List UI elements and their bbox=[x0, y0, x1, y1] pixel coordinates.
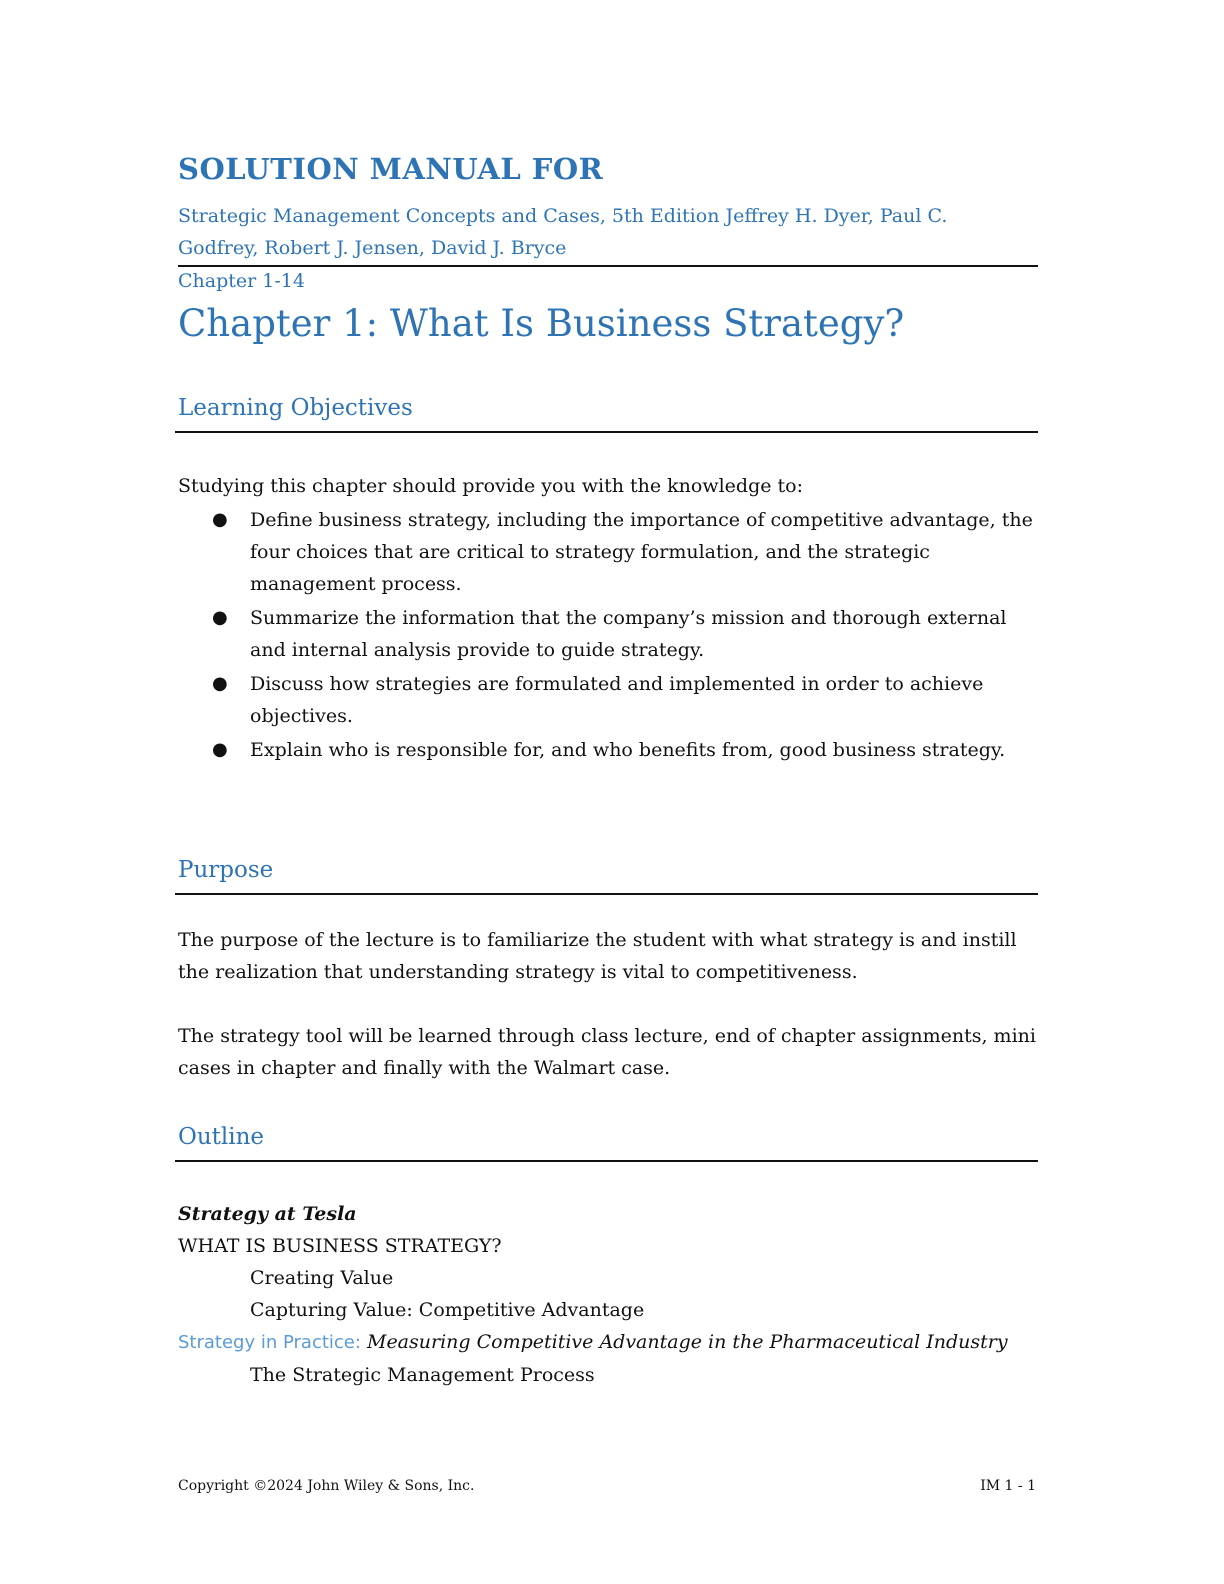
outline-heading: Outline bbox=[178, 1124, 265, 1150]
bullet-icon: ● bbox=[212, 607, 228, 628]
objective-text: Discuss how strategies are formulated and implemented in order to achieve objectives. bbox=[250, 673, 984, 727]
outline-list bbox=[178, 1198, 1038, 1391]
strategy-in-practice-line bbox=[178, 1326, 1038, 1359]
opening-case-title: Strategy at Tesla bbox=[178, 1203, 357, 1225]
bullet-icon: ● bbox=[212, 739, 228, 760]
learning-objectives-divider bbox=[175, 431, 1038, 433]
list-item bbox=[178, 504, 1038, 600]
purpose-heading: Purpose bbox=[178, 857, 274, 883]
outline-subsection: Capturing Value: Competitive Advantage bbox=[250, 1299, 645, 1321]
strategy-in-practice-title: Measuring Competitive Advantage in the Pharmaceutical Industry bbox=[366, 1331, 1008, 1353]
document-title: SOLUTION MANUAL FOR bbox=[178, 152, 604, 186]
objective-text: Summarize the information that the company’s mission and thorough external and internal analysis provide to guide strategy. bbox=[250, 607, 1007, 661]
copyright-notice: Copyright ©2024 John Wiley & Sons, Inc. bbox=[178, 1478, 475, 1494]
page-number: IM 1 - 1 bbox=[980, 1478, 1036, 1494]
learning-objectives-list bbox=[178, 504, 1038, 768]
list-item bbox=[178, 602, 1038, 666]
header-divider bbox=[178, 265, 1038, 267]
list-item bbox=[178, 668, 1038, 732]
purpose-paragraph: The strategy tool will be learned through class lecture, end of chapter assignments, mini cases in chapter and finally with the Walmart case. bbox=[178, 1025, 1036, 1079]
bullet-icon: ● bbox=[212, 509, 228, 530]
objective-text: Define business strategy, including the importance of competitive advantage, the four choices that are critical to strategy formulation, and the strategic management process. bbox=[250, 509, 1033, 595]
outline-section: WHAT IS BUSINESS STRATEGY? bbox=[178, 1235, 502, 1257]
chapter-title: Chapter 1: What Is Business Strategy? bbox=[178, 302, 905, 345]
book-subtitle: Strategic Management Concepts and Cases, 5th Edition Jeffrey H. Dyer, Paul C. Godfrey, Robert J. Jensen, David J. Bryce bbox=[178, 205, 948, 259]
objective-text: Explain who is responsible for, and who benefits from, good business strategy. bbox=[250, 739, 1006, 761]
outline-subsection: Creating Value bbox=[250, 1267, 394, 1289]
list-item bbox=[178, 734, 1038, 766]
outline-divider bbox=[175, 1160, 1038, 1162]
purpose-paragraph: The purpose of the lecture is to familiarize the student with what strategy is and instill the realization that understanding strategy is vital to competitiveness. bbox=[178, 929, 1017, 983]
learning-objectives-intro: Studying this chapter should provide you with the knowledge to: bbox=[178, 475, 804, 497]
strategy-in-practice-label: Strategy in Practice: bbox=[178, 1332, 361, 1353]
learning-objectives-heading: Learning Objectives bbox=[178, 395, 413, 421]
bullet-icon: ● bbox=[212, 673, 228, 694]
purpose-divider bbox=[175, 893, 1038, 895]
chapter-range: Chapter 1-14 bbox=[178, 270, 305, 292]
outline-subsection: The Strategic Management Process bbox=[250, 1364, 595, 1386]
